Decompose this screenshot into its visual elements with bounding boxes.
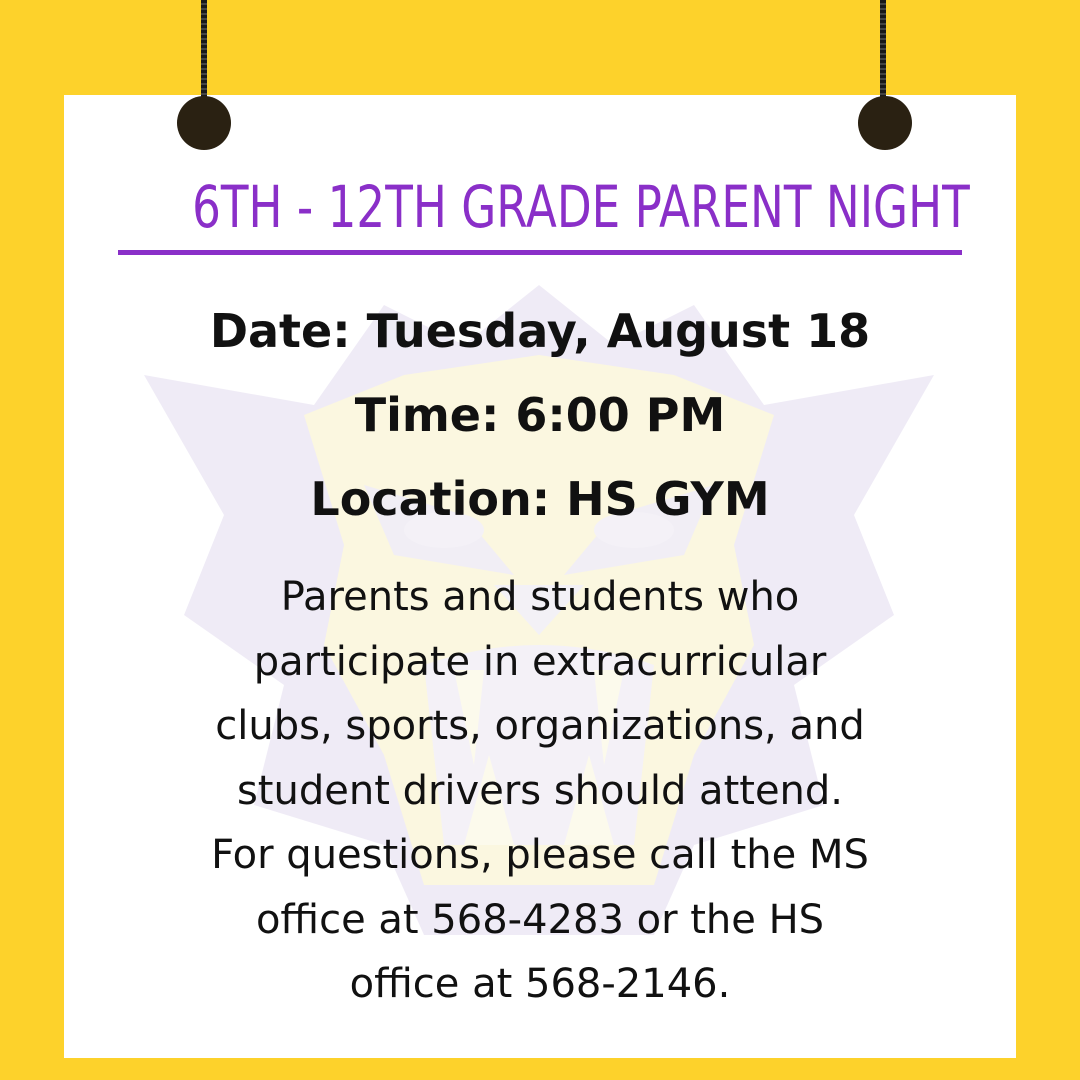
flyer-card — [64, 95, 1016, 1058]
contact-line: office at 568-4283 or the HS — [255, 896, 825, 943]
contact-line: For questions, please call the MS — [211, 832, 869, 878]
hanging-string-left — [201, 0, 207, 110]
contact-line: office at 568-2146. — [349, 961, 731, 1007]
event-location: Location: HS GYM — [310, 472, 770, 526]
flyer-content — [64, 95, 1016, 1058]
event-time: Time: 6:00 PM — [354, 388, 726, 442]
pin-left-icon — [177, 96, 231, 150]
description-line: participate in extracurricular — [253, 638, 827, 685]
pin-right-icon — [858, 96, 912, 150]
event-description — [104, 565, 976, 1017]
page-title: 6TH - 12TH GRADE PARENT NIGHT — [192, 173, 970, 241]
description-line: student drivers should attend. — [236, 767, 844, 814]
event-date: Date: Tuesday, August 18 — [209, 304, 871, 358]
hanging-string-right — [880, 0, 886, 110]
description-line: Parents and students who — [280, 574, 800, 620]
description-line: clubs, sports, organizations, and — [215, 703, 865, 749]
event-details — [64, 289, 1016, 541]
title-underline — [118, 250, 962, 255]
